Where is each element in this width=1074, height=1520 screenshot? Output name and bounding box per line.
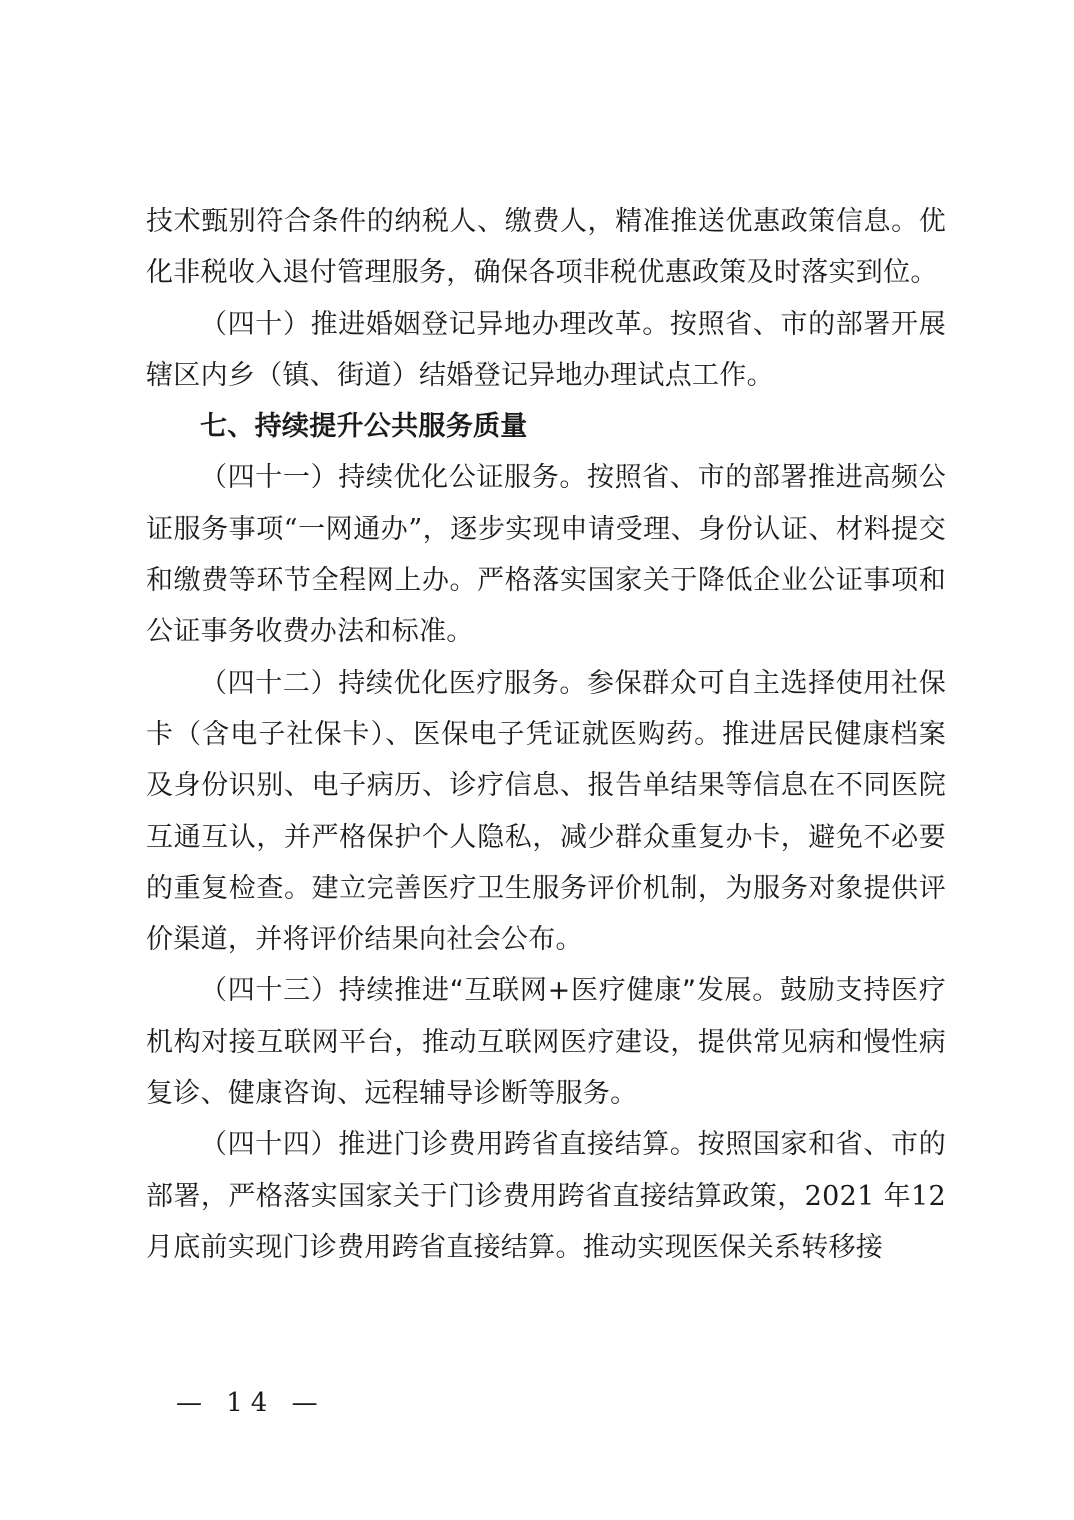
paragraph-item-43 xyxy=(146,965,946,1119)
paragraph-text: 鼓励支持医疗机构对接互联网平台，推动互联网医疗建设，提供常见病和慢性病复诊、健康咨询、远程辅导诊断等服务。 xyxy=(146,975,946,1110)
paragraph-text: 按照国家和省、市的部署，严格落实国家关于门诊费用跨省直接结算政策，2021 年12 月底前实现门诊费用跨省直接结算。推动实现医保关系转移接 xyxy=(146,1129,946,1263)
paragraph-text: 按照省、市的部署推进高频公证服务事项“一网通办”，逐步实现申请受理、身份认证、材料提交和缴费等环节全程网上办。严格落实国家关于降低企业公证事项和公证事务收费办法和标准。 xyxy=(146,462,947,648)
paragraph-lead: （四十二）持续优化医疗服务。 xyxy=(200,667,587,699)
section-heading: 七、持续提升公共服务质量 xyxy=(200,411,528,443)
page-number: — 14 — xyxy=(176,1388,326,1418)
paragraph-item-40 xyxy=(146,299,946,402)
paragraph-continued xyxy=(146,196,946,299)
paragraph-lead: （四十一）持续优化公证服务。 xyxy=(200,462,587,494)
paragraph-text: 参保群众可自主选择使用社保卡（含电子社保卡）、医保电子凭证就医购药。推进居民健康档案及身份识别、电子病历、诊疗信息、报告单结果等信息在不同医院互通互认，并严格保护个人隐私，减少群众重复办卡，避免不必要的重复检查。建立完善医疗卫生服务评价机制，为服务对象提供评价渠道，并将评价结果向社会公布。 xyxy=(146,667,947,956)
paragraph-item-42 xyxy=(146,658,946,966)
paragraph-lead: （四十三）持续推进“互联网+医疗健康”发展。 xyxy=(200,975,780,1007)
paragraph-lead: （四十）推进婚姻登记异地办理改革。 xyxy=(200,308,670,340)
paragraph-item-44 xyxy=(146,1119,946,1273)
body-text xyxy=(146,196,946,1273)
paragraph-text: 技术甄别符合条件的纳税人、缴费人，精准推送优惠政策信息。优化非税收入退付管理服务，确保各项非税优惠政策及时落实到位。 xyxy=(146,206,946,289)
paragraph-text: 按照省、市的部署开展辖区内乡（镇、街道）结婚登记异地办理试点工作。 xyxy=(146,308,946,391)
paragraph-lead: （四十四）推进门诊费用跨省直接结算。 xyxy=(200,1129,698,1161)
paragraph-item-41 xyxy=(146,452,946,657)
